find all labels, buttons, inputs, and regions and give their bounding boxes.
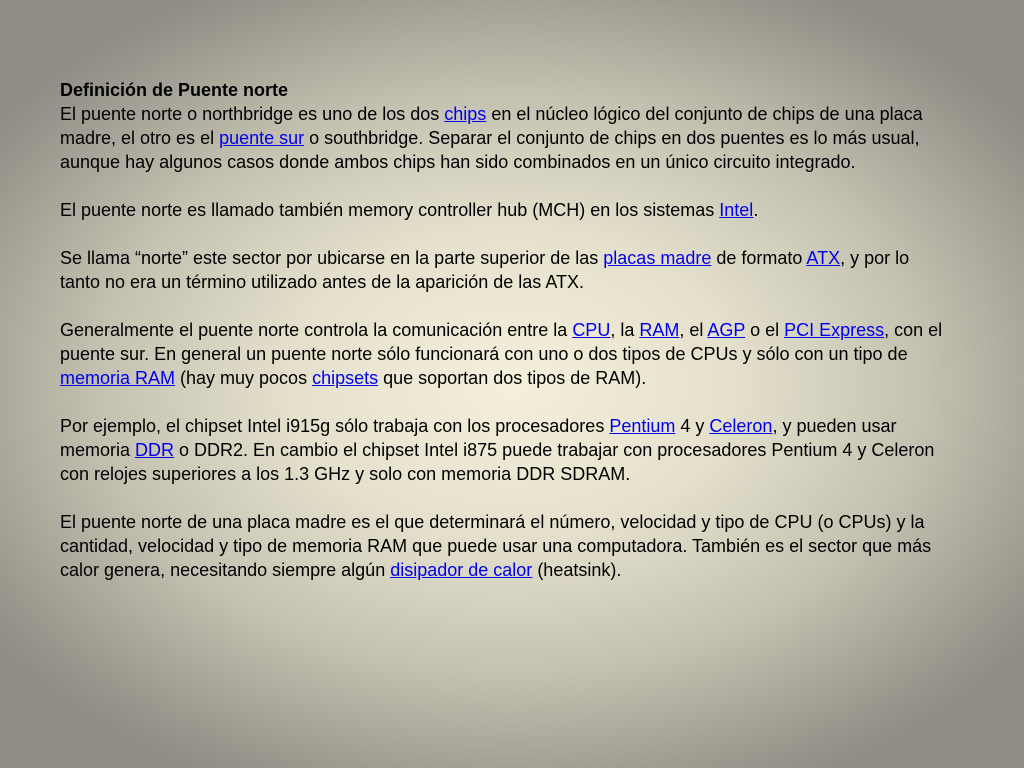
- page-title: Definición de Puente norte: [60, 80, 289, 100]
- link-cpu[interactable]: CPU: [572, 320, 611, 340]
- slide-content: [60, 78, 950, 606]
- paragraph-norte: Se llama “norte” este sector por ubicarse en la parte superior de las placas madre de formato ATX, y por lo tanto no era un término utilizado antes de la aparición de las ATX.: [60, 248, 910, 292]
- paragraph-control: Generalmente el puente norte controla la comunicación entre la CPU, la RAM, el AGP o el PCI Express, con el puente sur. En general un puente norte sólo funcionará con uno o dos tipos de CPUs y sólo con un tipo de memoria RAM (hay muy pocos chipsets que soportan dos tipos de RAM).: [60, 320, 943, 388]
- paragraph-mch: El puente norte es llamado también memory controller hub (MCH) en los sistemas Intel.: [60, 200, 759, 220]
- link-celeron[interactable]: Celeron: [709, 416, 773, 436]
- paragraph-definition: El puente norte o northbridge es uno de los dos chips en el núcleo lógico del conjunto de chips de una placa madre, el otro es el puente sur o southbridge. Separar el conjunto de chips en dos puentes es lo más usual, aunque hay algunos casos donde ambos chips han sido combinados en un único circuito integrado.: [60, 104, 923, 172]
- link-puente-sur[interactable]: puente sur: [219, 128, 305, 148]
- paragraph-ejemplo: Por ejemplo, el chipset Intel i915g sólo trabaja con los procesadores Pentium 4 y Celeron, y pueden usar memoria DDR o DDR2. En cambio el chipset Intel i875 puede trabajar con procesadores Pentium 4 y Celeron con relojes superiores a los 1.3 GHz y solo con memoria DDR SDRAM.: [60, 416, 935, 484]
- paragraph-conclusion: El puente norte de una placa madre es el que determinará el número, velocidad y tipo de CPU (o CPUs) y la cantidad, velocidad y tipo de memoria RAM que puede usar una computadora. También es el sector que más calor genera, necesitando siempre algún disipador de calor (heatsink).: [60, 512, 932, 580]
- link-chipsets[interactable]: chipsets: [312, 368, 379, 388]
- link-chips[interactable]: chips: [444, 104, 487, 124]
- link-pci-express[interactable]: PCI Express: [784, 320, 885, 340]
- link-memoria-ram[interactable]: memoria RAM: [60, 368, 176, 388]
- link-agp[interactable]: AGP: [707, 320, 746, 340]
- link-atx[interactable]: ATX: [806, 248, 841, 268]
- link-ddr[interactable]: DDR: [135, 440, 175, 460]
- link-pentium[interactable]: Pentium: [609, 416, 676, 436]
- link-placas-madre[interactable]: placas madre: [603, 248, 712, 268]
- link-intel[interactable]: Intel: [719, 200, 754, 220]
- link-ram[interactable]: RAM: [639, 320, 680, 340]
- link-disipador-de-calor[interactable]: disipador de calor: [390, 560, 533, 580]
